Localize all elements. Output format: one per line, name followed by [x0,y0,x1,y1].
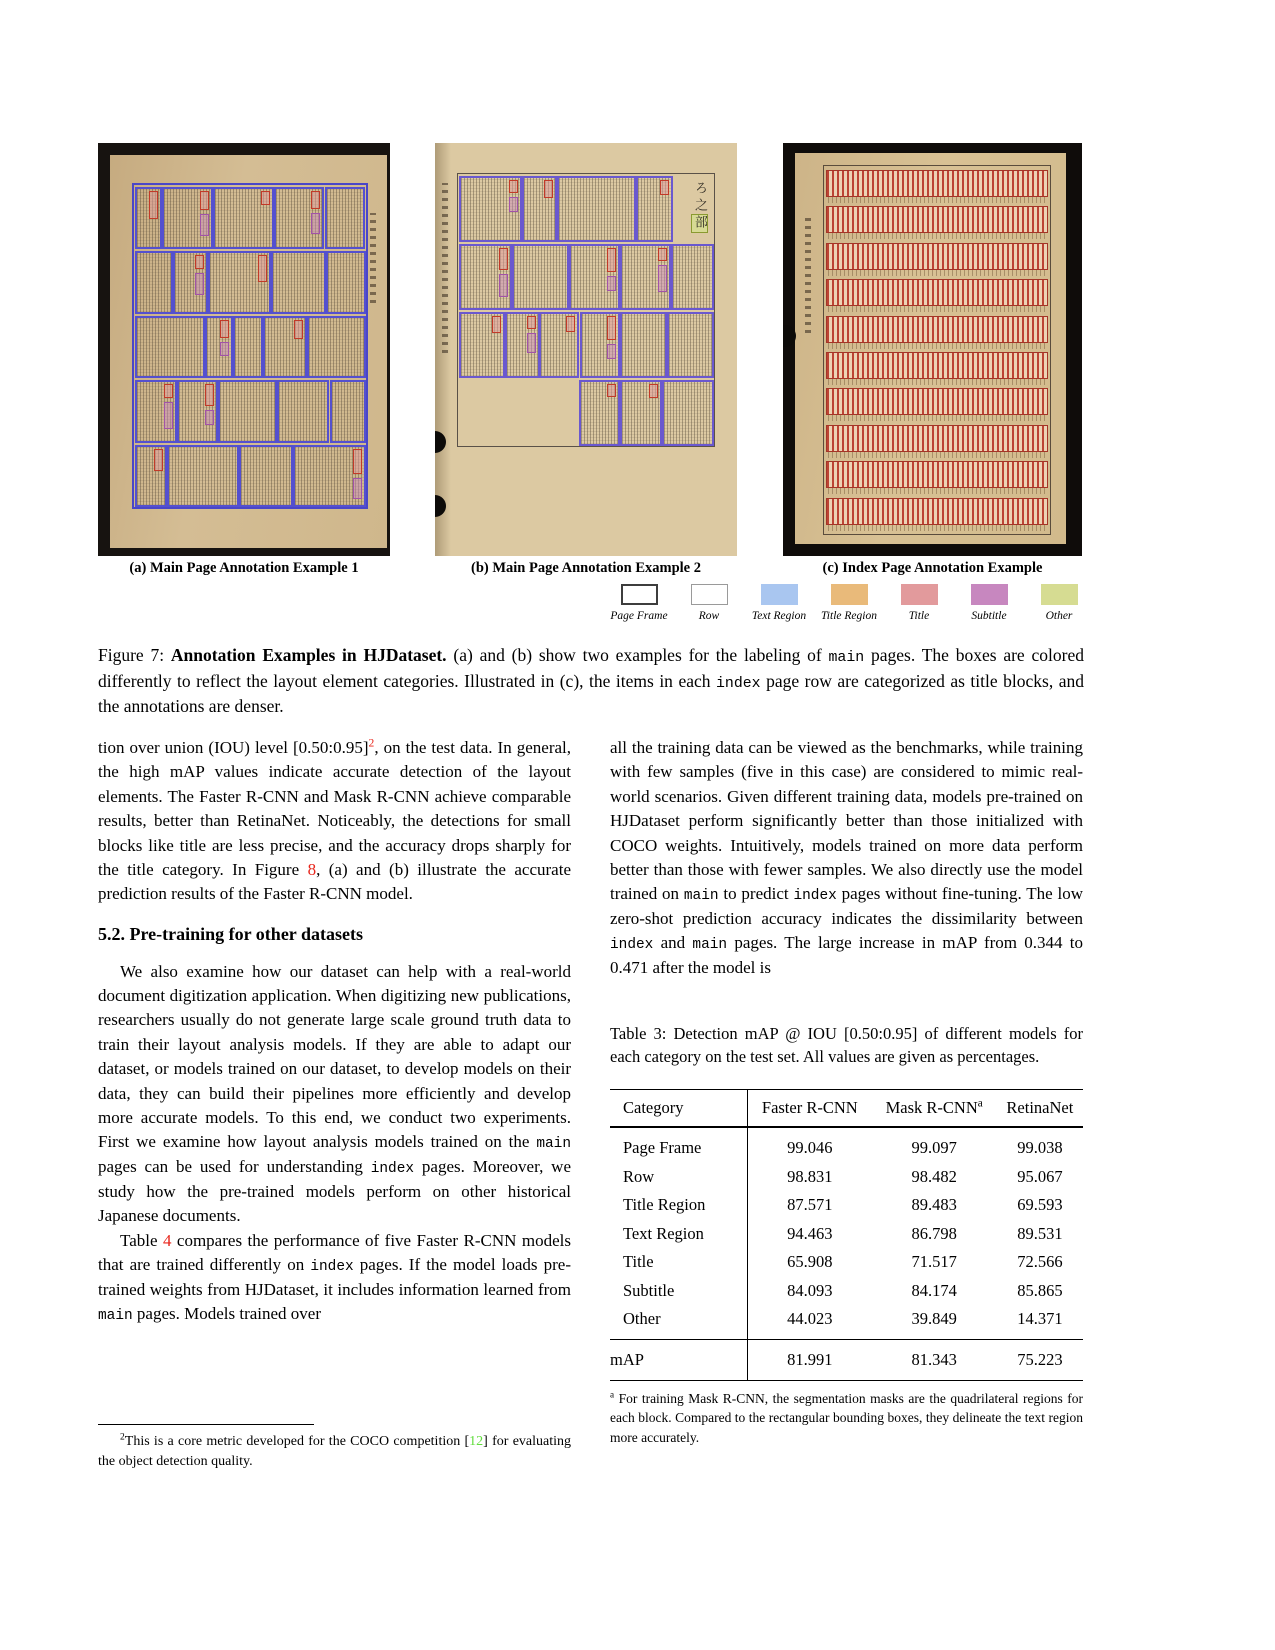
legend-swatch-text-region [761,584,798,605]
table-cell: 86.798 [911,1223,957,1243]
table-cell: 94.463 [787,1223,833,1243]
table-row [610,1191,1083,1219]
footnote-rule [98,1424,314,1425]
text-region-box [569,244,621,310]
table-cell: 71.517 [911,1252,957,1272]
index-title-row [826,461,1048,488]
table-cell: 95.067 [1017,1166,1063,1186]
legend-label: Title Region [821,610,877,622]
table-cell: 85.865 [1017,1280,1063,1300]
subtitle-box [311,213,320,234]
table-cell: 99.097 [911,1138,957,1158]
text-region-box [239,445,294,507]
reference-link[interactable]: 12 [469,1434,484,1449]
text-region-box [579,380,620,446]
table-cell: 14.371 [1017,1309,1063,1329]
table-row [610,1163,1083,1191]
text-region-box [205,316,233,378]
legend-item [960,584,1018,622]
text-region-box [459,312,505,378]
legend-item [610,584,668,622]
text-segment: index [310,1258,354,1275]
left-column [98,736,571,1327]
text-region-box [135,380,177,442]
title-box [607,384,616,397]
table-cell: 81.991 [748,1339,872,1380]
paragraph [610,736,1083,981]
text-region-box [505,312,540,378]
text-region-box [274,187,325,249]
table-row [610,1127,1083,1162]
text-segment: pages without fine-tuning. The low zero-shot prediction accuracy indicates the dissimilarity between [610,884,1084,929]
subtitle-box [527,333,536,353]
paragraph [98,960,571,1229]
table-cell: 89.483 [911,1195,957,1215]
text-segment: index [793,888,837,905]
other-box: 部 [692,215,707,232]
table-row [610,1248,1083,1276]
table-row [610,1219,1083,1247]
paragraph [98,1229,571,1327]
subtitle-box [499,274,508,297]
text-segment: We also examine how our dataset can help with a real-world document digitization application. When digitizing new publications, researchers usually do not generate large scale ground truth data to train their layout analysis models. If they are able to adapt our dataset, or models trained on our dataset, to develop models on their data, they can build their pipelines more efficiently and develop more accurate models. To this end, we conduct two experiments. First we examine how layout analysis models trained on the [98,961,571,1152]
text-region-box [173,251,208,313]
text-segment: pages. The boxes are colored differently to reflect the layout element categories. Illustrated in (c), the items in each [98,645,1084,691]
text-segment: 2 [120,1432,125,1443]
table-cell: 99.046 [787,1138,833,1158]
text-region-box [233,316,263,378]
text-region-box [539,312,579,378]
subtitle-box [607,276,616,291]
subtitle-box [220,342,229,356]
index-row-gap [828,415,1046,421]
table-caption: Table 3: Detection mAP @ IOU [0.50:0.95] of different models for each category on the test set. All values are given as percentages. [610,1023,1083,1066]
subtitle-box [509,197,518,212]
index-row-gap [828,379,1046,385]
text-segment: and [653,933,693,953]
legend-item [1030,584,1088,622]
subtitle-box [205,410,214,425]
text-segment: pages. The large increase in mAP from 0.344 to 0.471 after the model is [610,933,1084,978]
title-box [205,384,214,406]
text-segment: main [692,937,728,954]
title-box [353,449,362,474]
figure-legend [610,584,1088,622]
table-cell: 39.849 [911,1309,957,1329]
text-region-box [512,244,569,310]
text-segment: (a) and (b) show two examples for the labeling of [446,645,829,665]
text-region-box [307,316,366,378]
table-cell: Other [610,1305,748,1340]
text-segment: main [536,1136,571,1153]
table-cell: Title [610,1248,748,1276]
subtitle-box [200,214,209,236]
subtitle-box [353,478,362,499]
text-segment: main [683,888,719,905]
table-cell: 98.831 [787,1166,833,1186]
table-cell: Page Frame [610,1127,748,1162]
title-box [258,255,267,282]
text-region-box [667,312,714,378]
text-region-box [557,176,636,242]
text-segment: pages. Moreover, we study how the pre-trained models perform on other historical Japanese documents. [98,1157,571,1226]
text-segment: , (a) and (b) illustrate the accurate prediction results of the Faster R-CNN model. [98,859,572,904]
text-segment: index [370,1161,415,1178]
index-row-gap [828,306,1046,312]
table-cell: 84.093 [787,1280,833,1300]
text-segment: index [610,937,654,954]
text-region-box [620,312,668,378]
table-cell: 72.566 [1017,1252,1063,1272]
title-box [195,255,204,269]
table-cell: 44.023 [787,1309,833,1329]
table-cell: 84.174 [911,1280,957,1300]
figure-panel-c [783,143,1082,556]
table-cell: 75.223 [997,1339,1083,1380]
index-title-row [826,425,1048,452]
text-segment: ろ之 [692,181,707,215]
title-box [200,191,209,210]
text-segment: index [716,675,761,692]
index-row-gap [828,270,1046,276]
text-region-box [218,380,277,442]
title-box [261,191,270,205]
legend-swatch-title-region [831,584,868,605]
table-cell: Text Region [610,1219,748,1247]
title-box [649,384,658,398]
text-region-box [135,316,205,378]
figure-caption [98,643,1084,718]
index-row-gap [828,233,1046,239]
footnote [98,1424,571,1472]
table-footnote [610,1389,1083,1448]
index-title-row [826,316,1048,343]
text-region-box [135,251,173,313]
text-region-box [213,187,274,249]
legend-swatch-page-frame [621,584,658,605]
title-box [164,384,173,398]
text-region-box [177,380,219,442]
text-region-box [325,187,365,249]
legend-swatch-row [691,584,728,605]
title-box [607,316,616,340]
page-header-text [690,181,709,232]
index-title-row [826,388,1048,415]
text-region-box [135,187,162,249]
page-frame-annotation [823,165,1051,535]
index-title-row [826,243,1048,270]
table-header-row [610,1089,1083,1127]
text-region-box [271,251,327,313]
table-row [610,1305,1083,1340]
margin-text-marks [805,213,811,333]
text-segment: all the training data can be viewed as the benchmarks, while training with few samples (five in this case) are considered to mimic real-world scenarios. Given different training data, models pre-trained on HJDataset perform significantly better than those initialized with COCO weights. Intuitively, models trained on more data perform better than those with fewer samples. We also directly use the model trained on [610,738,1083,904]
index-title-row [826,206,1048,233]
title-box [544,180,553,198]
legend-label: Other [1045,610,1073,622]
table-cell: mAP [610,1339,748,1380]
text-segment: page row are categorized as title blocks, and the annotations are denser. [98,670,1084,717]
table-cell: 89.531 [1017,1223,1063,1243]
index-row-gap [828,343,1046,349]
text-segment: For training Mask R-CNN, the segmentation masks are the quadrilateral regions for each block. Compared to the rectangular bounding boxes, they delineate the text region more accurately. [610,1390,1083,1445]
text-region-box [208,251,271,313]
text-region-box [135,445,167,507]
text-region-box [459,176,522,242]
text-segment: Figure 7: [98,645,171,665]
table-cell: Title Region [610,1191,748,1219]
index-title-row [826,352,1048,379]
index-row-gap [828,488,1046,494]
text-region-box [167,445,239,507]
text-region-box [620,380,662,446]
legend-label: Title [908,610,930,622]
page-frame-annotation [132,183,368,509]
text-region-box [162,187,213,249]
table-header-cell: Mask R-CNN$^a$ [872,1089,997,1127]
paragraph [98,736,571,907]
text-segment: pages. Models trained over [132,1304,322,1324]
index-title-row [826,498,1048,525]
table-row [610,1276,1083,1304]
figure-panel-a [98,143,390,556]
index-row-gap [828,197,1046,203]
legend-item [820,584,878,622]
text-segment: to predict [718,884,794,904]
text-region-box [330,380,367,442]
table-row [610,1339,1083,1380]
text-region-box [293,445,366,507]
section-heading: 5.2. Pre-training for other datasets [98,923,363,944]
text-segment: pages can be used for understanding [98,1157,371,1177]
text-segment: This is a core metric developed for the COCO competition [ [124,1434,470,1449]
text-region-box [326,251,366,313]
subcaption-c: (c) Index Page Annotation Example [822,560,1043,576]
text-region-box [522,176,556,242]
table-header-cell: Category [610,1089,748,1127]
table-cell: Subtitle [610,1276,748,1304]
title-box [527,316,536,329]
legend-label: Text Region [751,610,807,622]
table-cell: 98.482 [911,1166,957,1186]
table-cell: 81.343 [872,1339,997,1380]
table-cell: 65.908 [787,1252,833,1272]
subtitle-box [195,273,204,295]
text-segment: main [828,650,865,666]
legend-swatch-subtitle [971,584,1008,605]
legend-item [680,584,738,622]
page-frame-annotation [457,173,715,447]
title-box [658,248,667,261]
text-region-box [263,316,307,378]
reference-link[interactable]: 2 [368,736,375,750]
subtitle-box [607,344,616,359]
text-region-box [662,380,714,446]
text-segment: , on the test data. In general, the high mAP values indicate accurate detection of the layout elements. The Faster R-CNN and Mask R-CNN achieve comparable results, better than RetinaNet. Noticeably, the detections for small blocks like title are less precise, and the accuracy drops sharply for the title category. In Figure [98,738,572,879]
legend-label: Row [698,610,720,622]
text-region-box [459,244,512,310]
right-column [610,736,1083,1447]
index-title-row [826,170,1048,197]
table-3 [610,1089,1083,1381]
title-box [492,316,501,333]
text-region-box [580,312,620,378]
title-box [566,316,575,332]
reference-link[interactable]: 4 [162,1230,172,1250]
title-box [294,320,303,339]
index-row-gap [828,452,1046,458]
text-segment: compares the performance of five Faster R-CNN models that are trained differently on [98,1230,571,1274]
subcaption-b: (b) Main Page Annotation Example 2 [471,560,701,576]
text-segment: main [98,1308,133,1325]
subcaption-a: (a) Main Page Annotation Example 1 [129,560,359,576]
title-box [154,449,163,471]
title-box [149,191,158,219]
legend-item [890,584,948,622]
footnote-text [98,1432,571,1472]
table-header-cell: RetinaNet [997,1089,1083,1127]
legend-item [750,584,808,622]
subtitle-box [658,265,667,292]
table-cell: 87.571 [787,1195,833,1215]
text-segment: Table [120,1230,163,1250]
text-region-box [671,244,714,310]
text-region-box [277,380,329,442]
text-segment: Annotation Examples in HJDataset. [170,645,447,665]
index-row-gap [828,525,1046,531]
reference-link[interactable]: 8 [307,859,317,879]
title-box [607,248,616,272]
table-cell: Row [610,1163,748,1191]
text-segment: tion over union (IOU) level [0.50:0.95] [98,738,369,757]
title-box [220,320,229,338]
text-segment: ] for evaluating the object detection quality. [98,1434,572,1469]
index-title-row [826,279,1048,306]
title-box [311,191,320,209]
table-header-cell: Faster R-CNN [748,1089,872,1127]
legend-label: Subtitle [971,610,1007,622]
title-box [499,248,508,270]
legend-swatch-title [901,584,938,605]
legend-label: Page Frame [610,610,668,622]
text-region-box [636,176,673,242]
title-box [660,180,669,195]
text-segment: a [610,1389,615,1400]
title-box [509,180,518,193]
legend-swatch-other [1041,584,1078,605]
figure-panel-b [435,143,737,556]
table-cell: 69.593 [1017,1195,1063,1215]
subtitle-box [164,402,173,429]
table-cell: 99.038 [1017,1138,1063,1158]
margin-text-marks [442,183,448,353]
text-region-box [620,244,670,310]
margin-text-marks [370,213,376,303]
text-segment: pages. If the model loads pre-trained weights from HJDataset, it includes information learned from [98,1254,571,1299]
